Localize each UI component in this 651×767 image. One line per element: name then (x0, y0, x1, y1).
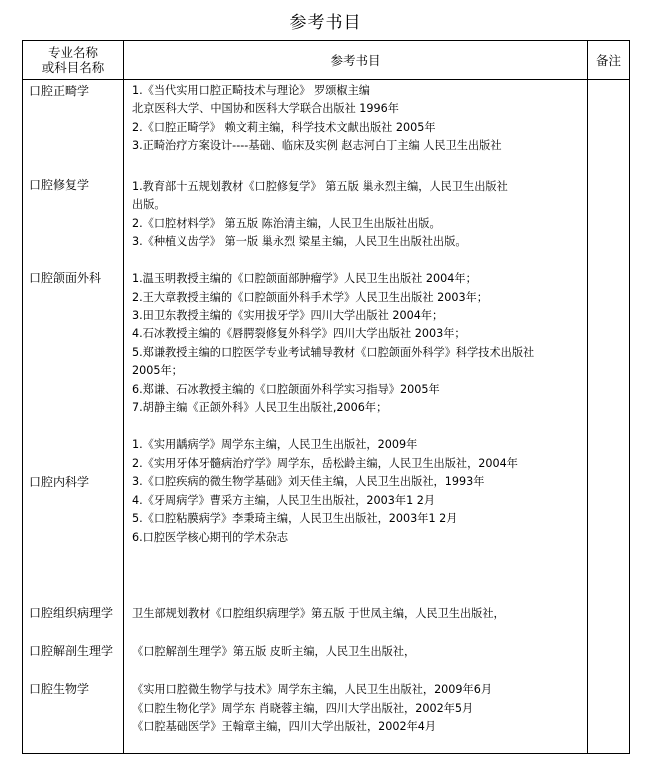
book-line: 4.《牙周病学》曹采方主编，人民卫生出版社，2003年1 2月 (132, 494, 436, 507)
major-header-line1: 专业名称 (47, 45, 98, 60)
book-line: 出版。 (132, 198, 166, 211)
book-line: 北京医科大学、中国协和医科大学联合出版社 1996年 (132, 102, 399, 115)
book-line: 1.教育部十五规划教材《口腔修复学》 第五版 巢永烈主编，人民卫生出版社 (132, 180, 508, 193)
book-line: 7.胡静主编《正颌外科》人民卫生出版社,2006年； (132, 401, 388, 414)
major-oral-medicine: 口腔内科学 (29, 475, 90, 489)
book-line: 1.温玉明教授主编的《口腔颌面部肿瘤学》人民卫生出版社 2004年； (132, 272, 477, 285)
book-line: 《口腔基础医学》王翰章主编，四川大学出版社，2002年4月 (132, 720, 437, 733)
book-line: 6.郑谦、石冰教授主编的《口腔颌面外科学实习指导》2005年 (132, 383, 440, 396)
book-line: 3.《口腔疾病的微生物学基础》刘天佳主编，人民卫生出版社，1993年 (132, 475, 485, 488)
book-line: 3.田卫东教授主编的《实用拔牙学》四川大学出版社 2004年； (132, 309, 444, 322)
book-line: 2.王大章教授主编的《口腔颌面外科手术学》人民卫生出版社 2003年； (132, 291, 488, 304)
major-header-line2: 或科目名称 (41, 60, 105, 75)
major-oral-biology: 口腔生物学 (29, 682, 90, 696)
book-line: 2.《实用牙体牙髓病治疗学》周学东，岳松龄主编，人民卫生出版社，2004年 (132, 457, 518, 470)
remark-column (588, 80, 630, 754)
major-header (23, 41, 124, 80)
book-line: 4.石冰教授主编的《唇腭裂修复外科学》四川大学出版社 2003年； (132, 327, 466, 340)
book-line: 《实用口腔微生物学与技术》周学东主编，人民卫生出版社，2009年6月 (132, 683, 493, 696)
major-prosthodontics: 口腔修复学 (29, 178, 90, 192)
book-line: 卫生部规划教材《口腔组织病理学》第五版 于世凤主编，人民卫生出版社， (132, 607, 505, 620)
book-line: 2.《口腔正畸学》 赖文莉主编，科学技术文献出版社 2005年 (132, 121, 436, 134)
body-row (23, 80, 630, 754)
header-row (23, 41, 630, 80)
book-line: 《口腔生物化学》周学东 肖晓蓉主编，四川大学出版社，2002年5月 (132, 702, 474, 715)
book-line: 5.《口腔粘膜病学》李秉琦主编，人民卫生出版社，2003年1 2月 (132, 512, 458, 525)
reference-table (22, 40, 630, 754)
major-orthodontics: 口腔正畸学 (29, 84, 90, 98)
book-line: 3.正畸治疗方案设计----基础、临床及实例 赵志河白丁主编 人民卫生出版社 (132, 139, 502, 152)
major-oral-surgery: 口腔颌面外科 (29, 271, 102, 285)
page-title: 参考书目 (289, 13, 362, 33)
books-column (124, 80, 588, 754)
major-column (23, 80, 124, 754)
major-oral-anatomy: 口腔解剖生理学 (29, 644, 114, 658)
book-line: 5.郑谦教授主编的口腔医学专业考试辅导教材《口腔颌面外科学》科学技术出版社 (132, 346, 535, 359)
book-line: 1.《当代实用口腔正畸技术与理论》 罗颂椒主编 (132, 84, 370, 97)
major-oral-pathology: 口腔组织病理学 (29, 606, 114, 620)
book-line: 2.《口腔材料学》 第五版 陈治清主编，人民卫生出版社出版。 (132, 217, 441, 230)
remark-header: 备注 (588, 41, 630, 80)
book-line: 《口腔解剖生理学》第五版 皮昕主编，人民卫生出版社， (132, 645, 416, 658)
book-line: 1.《实用龋病学》周学东主编，人民卫生出版社，2009年 (132, 438, 418, 451)
books-header: 参考书目 (124, 41, 588, 80)
book-line: 6.口腔医学核心期刊的学术杂志 (132, 531, 289, 544)
book-line: 3.《种植义齿学》 第一版 巢永烈 梁星主编，人民卫生出版社出版。 (132, 235, 467, 248)
book-line: 2005年； (132, 364, 183, 377)
